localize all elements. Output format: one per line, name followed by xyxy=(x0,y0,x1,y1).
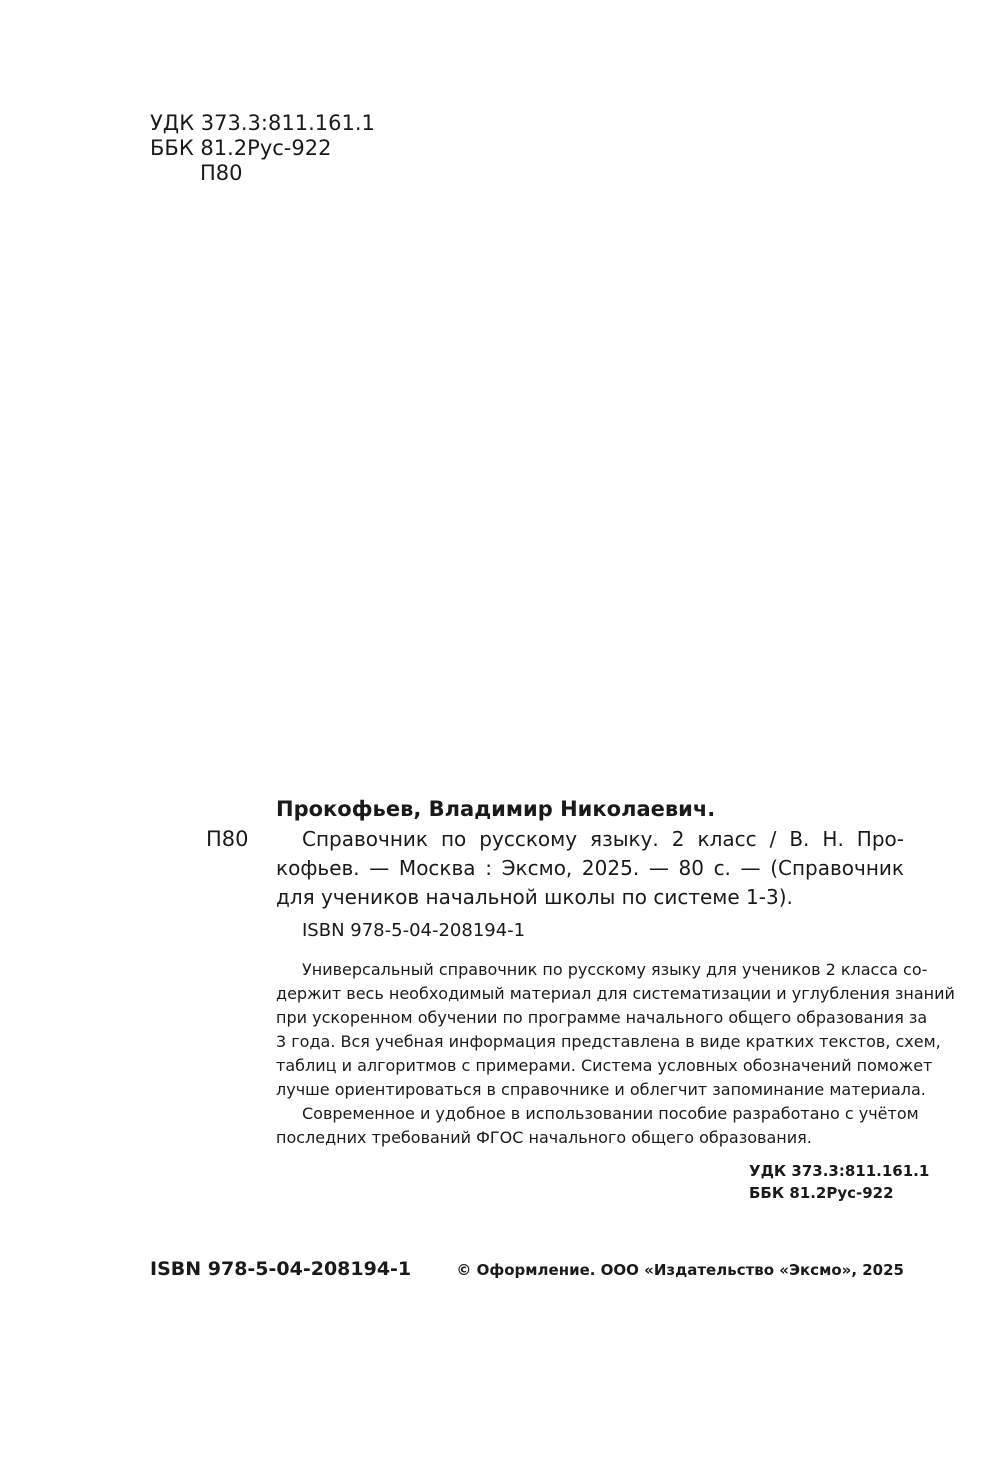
card-author: Прокофьев, Владимир Николаевич. xyxy=(276,797,716,821)
card-description-line-2: кофьев. — Москва : Эксмо, 2025. — 80 с. — (Справочник xyxy=(276,856,904,880)
annotation-line-3: при ускоренном обучении по программе начального общего образования за xyxy=(276,1008,928,1027)
top-udk: УДК 373.3:811.161.1 xyxy=(150,111,375,135)
top-author-mark: П80 xyxy=(200,161,243,185)
footer-copyright: © Оформление. ООО «Издательство «Эксмо», 2025 xyxy=(456,1261,904,1279)
annotation-line-2: держит весь необходимый материал для систематизации и углубления знаний xyxy=(276,984,955,1003)
annotation-line-1: Универсальный справочник по русскому языку для учеников 2 класса со- xyxy=(302,960,928,979)
card-author-mark: П80 xyxy=(206,827,249,851)
annotation-line-6: лучше ориентироваться в справочнике и облегчит запоминание материала. xyxy=(276,1080,926,1099)
annotation-line-5: таблиц и алгоритмов с примерами. Система условных обозначений поможет xyxy=(276,1056,933,1075)
card-bbk: ББК 81.2Рус-922 xyxy=(749,1184,894,1202)
card-isbn: ISBN 978-5-04-208194-1 xyxy=(302,920,526,941)
annotation-line-4: 3 года. Вся учебная информация представлена в виде кратких текстов, схем, xyxy=(276,1032,941,1051)
card-udk: УДК 373.3:811.161.1 xyxy=(749,1162,930,1180)
annotation-line-7: Современное и удобное в использовании пособие разработано с учётом xyxy=(302,1104,919,1123)
card-description-line-3: для учеников начальной школы по системе 1-3). xyxy=(276,885,793,909)
top-bbk: ББК 81.2Рус-922 xyxy=(150,136,332,160)
card-description-line-1: Справочник по русскому языку. 2 класс / В. Н. Про- xyxy=(302,827,904,851)
footer-isbn: ISBN 978-5-04-208194-1 xyxy=(150,1258,412,1280)
annotation-line-8: последних требований ФГОС начального общего образования. xyxy=(276,1128,812,1147)
